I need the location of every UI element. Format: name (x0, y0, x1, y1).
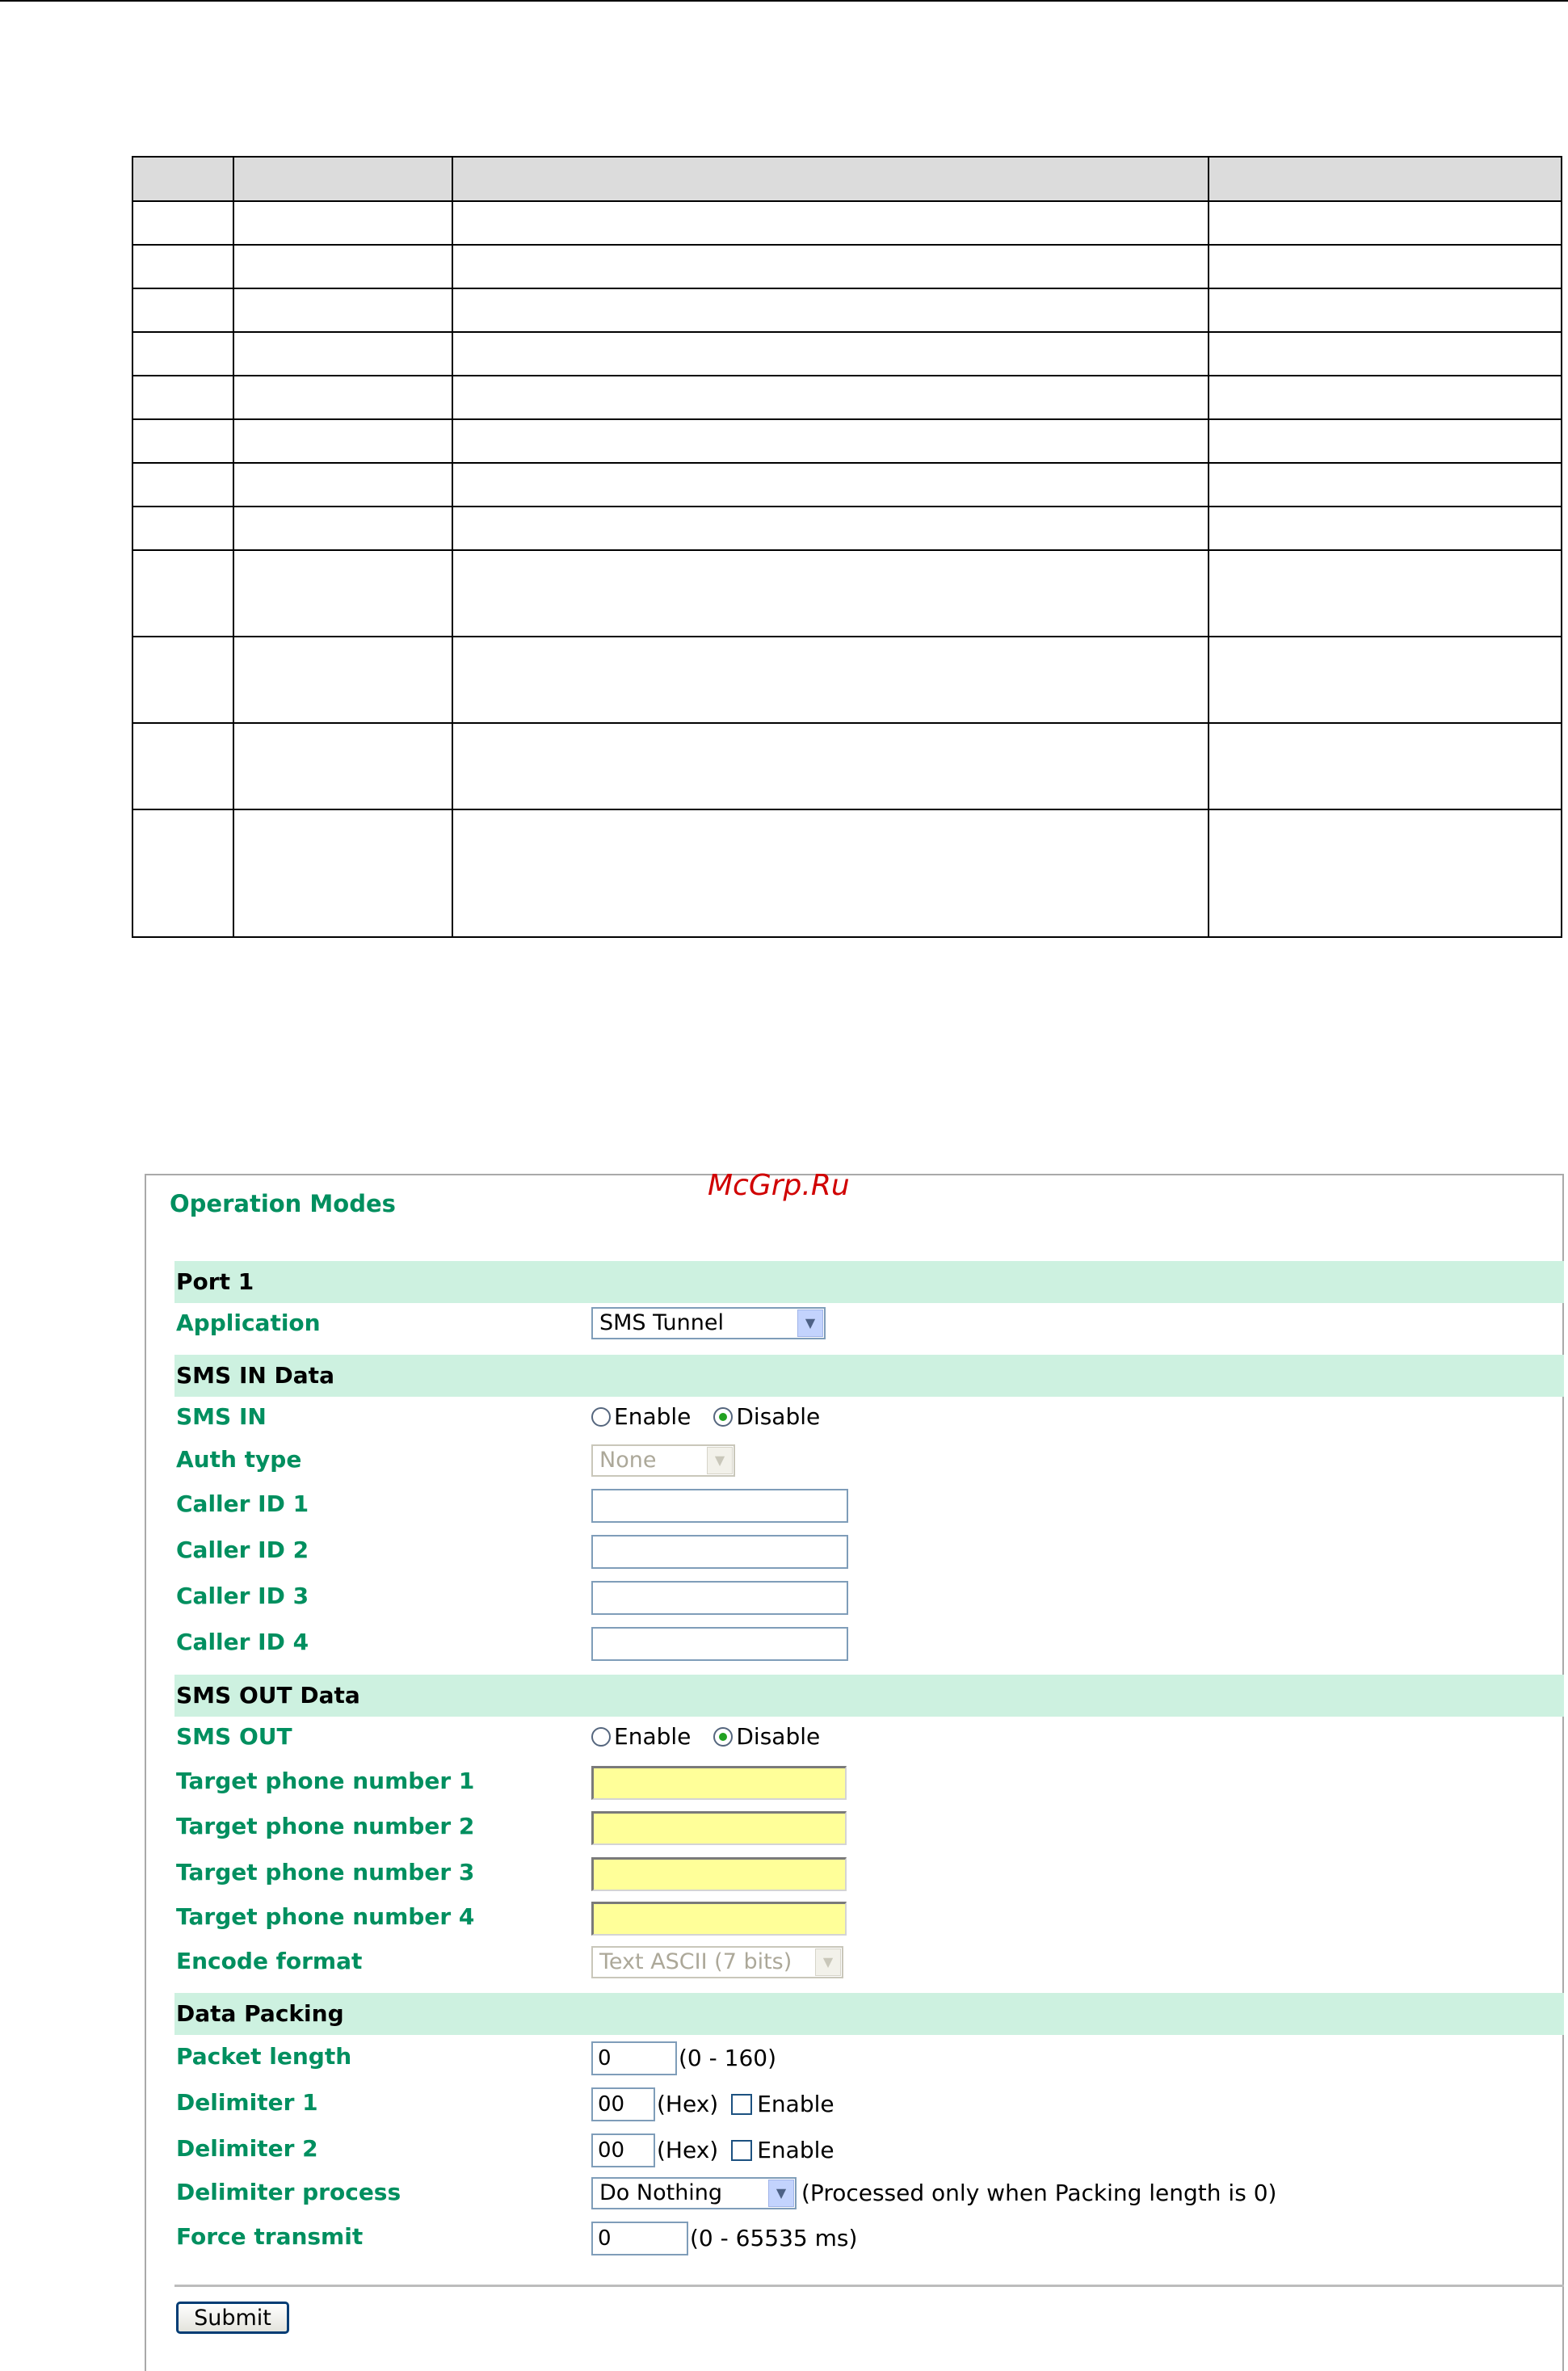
submit-button[interactable]: Submit (176, 2302, 289, 2334)
auth-type-value: None (599, 1448, 657, 1473)
caller-id-3-input[interactable] (591, 1581, 848, 1615)
sms-out-enable-label: Enable (614, 1723, 692, 1750)
force-transmit-hint: (0 - 65535 ms) (690, 2225, 858, 2251)
encode-format-value: Text ASCII (7 bits) (599, 1949, 792, 1974)
page-top-rule (0, 0, 1568, 2)
application-label: Application (176, 1310, 321, 1336)
application-select[interactable] (591, 1307, 826, 1339)
delimiter-2-input[interactable]: 00 (591, 2133, 655, 2167)
sms-out-radio-group (591, 1721, 820, 1752)
delimiter-2-unit: (Hex) (657, 2137, 719, 2163)
chevron-down-icon: ▼ (815, 1949, 841, 1976)
sms-in-enable-radio[interactable] (591, 1407, 611, 1427)
delimiter-process-select[interactable] (591, 2177, 797, 2209)
table-row (132, 507, 1562, 550)
target-phone-2-label: Target phone number 2 (176, 1813, 475, 1839)
delimiter-process-hint: (Processed only when Packing length is 0) (801, 2180, 1277, 2206)
delimiter-1-label: Delimiter 1 (176, 2089, 318, 2116)
delimiter-2-enable-label: Enable (757, 2137, 834, 2163)
caller-id-1-label: Caller ID 1 (176, 1490, 309, 1517)
packet-length-label: Packet length (176, 2043, 352, 2070)
section-sms-out: SMS OUT Data (174, 1675, 1564, 1717)
caller-id-1-input[interactable] (591, 1489, 848, 1523)
caller-id-4-label: Caller ID 4 (176, 1629, 309, 1655)
caller-id-2-input[interactable] (591, 1535, 848, 1569)
table-row (132, 463, 1562, 507)
target-phone-3-input[interactable] (591, 1857, 847, 1891)
delimiter-process-value: Do Nothing (599, 2180, 723, 2205)
force-transmit-input[interactable]: 0 (591, 2222, 688, 2255)
table-row (132, 637, 1562, 723)
delimiter-2-label: Delimiter 2 (176, 2135, 318, 2162)
auth-type-select[interactable] (591, 1444, 735, 1477)
chevron-down-icon[interactable]: ▼ (797, 1310, 823, 1337)
watermark: McGrp.Ru (708, 1169, 850, 1202)
table-row (132, 550, 1562, 637)
section-sms-in: SMS IN Data (174, 1355, 1564, 1397)
packet-length-hint: (0 - 160) (679, 2045, 777, 2071)
delimiter-1-enable-label: Enable (757, 2091, 834, 2117)
chevron-down-icon[interactable]: ▼ (768, 2180, 794, 2207)
caller-id-4-input[interactable] (591, 1627, 848, 1661)
reference-table (132, 156, 1562, 938)
target-phone-2-input[interactable] (591, 1811, 847, 1845)
delimiter-2-enable-checkbox[interactable] (731, 2140, 752, 2161)
target-phone-3-label: Target phone number 3 (176, 1859, 475, 1885)
sms-out-label: SMS OUT (176, 1723, 292, 1750)
caller-id-2-label: Caller ID 2 (176, 1537, 309, 1563)
section-data-packing: Data Packing (174, 1993, 1564, 2035)
encode-format-select[interactable] (591, 1946, 843, 1978)
application-value: SMS Tunnel (599, 1310, 724, 1335)
sms-in-disable-radio[interactable] (713, 1407, 733, 1427)
operation-modes-panel (145, 1169, 1564, 2371)
target-phone-1-input[interactable] (591, 1766, 847, 1800)
panel-title: Operation Modes (170, 1190, 396, 1217)
sms-out-enable-radio[interactable] (591, 1727, 611, 1747)
sms-out-disable-label: Disable (736, 1723, 821, 1750)
table-row (132, 245, 1562, 288)
sms-in-radio-group (591, 1402, 820, 1432)
section-port: Port 1 (174, 1261, 1564, 1303)
sms-in-enable-label: Enable (614, 1403, 692, 1430)
packet-length-input[interactable]: 0 (591, 2041, 677, 2075)
delimiter-1-input[interactable]: 00 (591, 2087, 655, 2121)
encode-format-label: Encode format (176, 1948, 363, 1974)
table-row (132, 723, 1562, 809)
target-phone-4-label: Target phone number 4 (176, 1903, 475, 1930)
caller-id-3-label: Caller ID 3 (176, 1583, 309, 1609)
delimiter-process-label: Delimiter process (176, 2179, 401, 2205)
target-phone-1-label: Target phone number 1 (176, 1768, 475, 1794)
force-transmit-label: Force transmit (176, 2223, 364, 2250)
sms-in-label: SMS IN (176, 1403, 267, 1430)
delimiter-1-unit: (Hex) (657, 2091, 719, 2117)
delimiter-1-enable-checkbox[interactable] (731, 2094, 752, 2115)
table-header-row (132, 157, 1562, 201)
auth-type-label: Auth type (176, 1446, 302, 1473)
table-row (132, 288, 1562, 332)
table-row (132, 201, 1562, 245)
table-row (132, 376, 1562, 419)
chevron-down-icon: ▼ (707, 1447, 733, 1474)
table-row (132, 419, 1562, 463)
sms-in-disable-label: Disable (736, 1403, 821, 1430)
form-separator (174, 2285, 1564, 2287)
sms-out-disable-radio[interactable] (713, 1727, 733, 1747)
table-row (132, 809, 1562, 937)
table-row (132, 332, 1562, 376)
target-phone-4-input[interactable] (591, 1902, 847, 1936)
